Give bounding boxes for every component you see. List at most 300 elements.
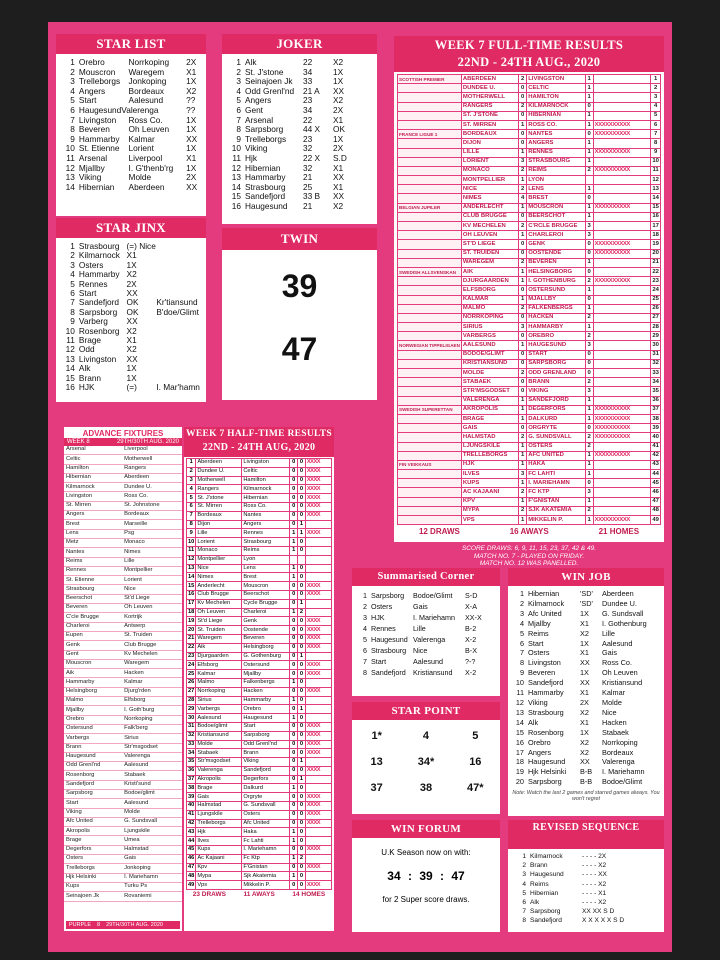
- league-label: [398, 488, 462, 497]
- away-score: 0: [298, 494, 306, 503]
- home-score: 0: [290, 749, 298, 758]
- home-team: Brage: [196, 784, 242, 793]
- cell: Sarpsborg: [245, 124, 284, 135]
- away-team: Str'msgodset: [122, 743, 182, 752]
- cell: 21: [303, 200, 313, 211]
- home-score: 0: [290, 643, 298, 652]
- away-team: BREST: [527, 194, 585, 203]
- twin-panel: [222, 228, 377, 400]
- home-score: 2: [519, 506, 527, 515]
- star-list-title: STAR LIST: [56, 34, 206, 54]
- table-row: [398, 203, 661, 212]
- cell: Brage: [78, 335, 102, 346]
- match-number: 10: [651, 157, 661, 166]
- home-team: OH LEUVEN: [461, 231, 518, 240]
- home-team: Lille: [196, 529, 242, 538]
- home-score: 2: [519, 369, 527, 378]
- cell: XX: [580, 757, 590, 767]
- full-time-results-panel: [394, 36, 664, 542]
- result-marks: XXXX: [305, 485, 331, 494]
- away-score: [585, 176, 593, 185]
- home-score: 1: [290, 837, 298, 846]
- home-score: 0: [290, 810, 298, 819]
- home-team: DJURGAARDEN: [461, 277, 518, 286]
- home-score: 0: [519, 249, 527, 258]
- home-score: 0: [290, 705, 298, 714]
- star-point-number: 13: [370, 756, 383, 768]
- cell: (=) Nice: [126, 241, 156, 251]
- table-row: [398, 148, 661, 157]
- match-number: 27: [651, 313, 661, 322]
- home-score: 0: [519, 332, 527, 341]
- home-score: 0: [290, 670, 298, 679]
- cell: 21: [303, 172, 313, 183]
- cell: 17: [515, 747, 524, 757]
- match-number: 10: [188, 538, 195, 545]
- cell: B-X: [465, 646, 477, 655]
- result-marks: [593, 378, 651, 387]
- list-row: [516, 880, 656, 889]
- list-row: [512, 639, 660, 649]
- away-team: Rennes: [242, 529, 290, 538]
- match-number: 41: [188, 811, 195, 818]
- away-team: BRANN: [527, 378, 585, 387]
- away-score: 0: [585, 102, 593, 111]
- league-label: [398, 378, 462, 387]
- cell: Hjk: [245, 152, 257, 163]
- away-score: 3: [585, 488, 593, 497]
- cell: 4: [70, 85, 75, 96]
- home-team: Nimes: [196, 573, 242, 582]
- table-row: [64, 780, 182, 789]
- away-score: 1: [585, 323, 593, 332]
- home-score: 0: [290, 793, 298, 802]
- win-forum-num-1: 34: [387, 869, 401, 883]
- table-row: [187, 828, 332, 837]
- match-number: 41: [651, 442, 661, 451]
- cell: Haugesund: [371, 635, 408, 644]
- list-row: [516, 852, 656, 861]
- away-score: 0: [298, 872, 306, 881]
- away-score: [298, 555, 306, 564]
- home-score: 0: [290, 687, 298, 696]
- away-score: 0: [298, 810, 306, 819]
- match-number: 47: [651, 497, 661, 506]
- cell: 8: [236, 124, 241, 135]
- result-marks: XXXXXXXXXX: [593, 451, 651, 460]
- home-team: MONTPELLIER: [461, 176, 518, 185]
- home-team: Osters: [64, 855, 122, 864]
- away-score: 1: [585, 157, 593, 166]
- table-row: [187, 652, 332, 661]
- cell: HJK: [371, 613, 385, 622]
- home-score: 0: [290, 467, 298, 476]
- league-label: [398, 497, 462, 506]
- cell: Ross Co.: [128, 114, 163, 125]
- away-team: OREBRO: [527, 332, 585, 341]
- cell: XX: [126, 316, 138, 327]
- list-row: [358, 590, 494, 601]
- match-number: 1: [187, 459, 196, 468]
- list-row: [512, 609, 660, 619]
- home-team: Kpv: [196, 863, 242, 872]
- away-score: 0: [298, 846, 306, 855]
- cell: 2X: [186, 57, 197, 67]
- table-row: [398, 176, 661, 185]
- cell: XX: [580, 658, 590, 668]
- home-team: Anderlecht: [196, 582, 242, 591]
- cell: 16: [231, 200, 241, 211]
- home-team: RANGERS: [461, 102, 518, 111]
- home-team: Mouscron: [64, 659, 122, 668]
- table-row: [398, 451, 661, 460]
- league-label: [398, 93, 462, 102]
- ht-note-1: SCORE DRAWS: 13, 16, 25 & 44.: [217, 898, 301, 904]
- away-score: 2: [585, 166, 593, 175]
- home-team: AKROPOLIS: [461, 405, 518, 414]
- result-marks: [305, 837, 331, 846]
- home-team: Brage: [64, 836, 122, 845]
- home-team: Waregem: [196, 634, 242, 643]
- table-row: [398, 350, 661, 359]
- home-score: 1: [519, 396, 527, 405]
- result-marks: [593, 497, 651, 506]
- match-number: 36: [188, 767, 195, 774]
- away-score: 2: [298, 854, 306, 863]
- table-row: [64, 827, 182, 836]
- cell: Nice: [602, 707, 617, 717]
- ht-title: WEEK 7 HALF-TIME RESULTS: [184, 427, 334, 441]
- away-score: 1: [585, 304, 593, 313]
- away-score: 0: [585, 240, 593, 249]
- league-label: [398, 231, 462, 240]
- home-team: Start: [64, 799, 122, 808]
- cell: Sarpsborg: [78, 306, 118, 317]
- table-row: [187, 854, 332, 863]
- away-team: Psg: [122, 529, 182, 538]
- match-number: 11: [651, 166, 661, 175]
- match-number: 24: [651, 286, 661, 295]
- league-label: [398, 470, 462, 479]
- home-team: Nice: [196, 564, 242, 573]
- table-row: [187, 599, 332, 608]
- away-team: Valerenga: [122, 752, 182, 761]
- result-marks: [305, 854, 331, 863]
- home-team: Lens: [64, 529, 122, 538]
- cell: Kalmar: [128, 133, 155, 144]
- away-team: START: [527, 350, 585, 359]
- away-score: 1: [298, 529, 306, 538]
- home-team: Trelleborgs: [196, 819, 242, 828]
- ht-table: [186, 458, 332, 890]
- away-team: Mikkelin P.: [242, 881, 290, 890]
- match-number: 39: [188, 793, 195, 800]
- away-score: 0: [298, 485, 306, 494]
- home-team: ST. J'STONE: [461, 111, 518, 120]
- cell: Kilmarnock: [528, 598, 565, 608]
- cell: 1X: [186, 143, 197, 154]
- cell: 10: [515, 678, 524, 688]
- match-number: 19: [651, 240, 661, 249]
- table-row: [64, 557, 182, 566]
- cell: Rennes: [371, 624, 396, 633]
- table-row: [187, 485, 332, 494]
- away-team: Hibernian: [242, 494, 290, 503]
- home-score: 1: [519, 451, 527, 460]
- table-row: [64, 873, 182, 882]
- table-row: [398, 84, 661, 93]
- result-marks: XXXX: [305, 766, 331, 775]
- away-team: Haka: [242, 828, 290, 837]
- home-team: Haugesund: [64, 752, 122, 761]
- match-number: 33: [651, 369, 661, 378]
- match-number: 12: [651, 176, 661, 185]
- table-row: [64, 808, 182, 817]
- table-row: [187, 459, 332, 468]
- cell: Kristiansund: [413, 668, 453, 677]
- cell: Odd: [78, 344, 95, 355]
- away-team: Nice: [122, 585, 182, 594]
- advance-footer-dates: 29TH/30TH AUG. 2020: [106, 922, 163, 928]
- away-team: Ljungskile: [122, 827, 182, 836]
- table-row: [398, 506, 661, 515]
- cell: Strasbourg: [528, 707, 564, 717]
- home-score: 1: [519, 460, 527, 469]
- home-team: MALMO: [461, 304, 518, 313]
- list-row: [62, 383, 200, 392]
- star-point-number: 16: [469, 756, 482, 768]
- result-marks: [593, 359, 651, 368]
- away-score: 0: [298, 819, 306, 828]
- home-score: 2: [519, 433, 527, 442]
- away-team: Nantes: [242, 511, 290, 520]
- cell: Osters: [371, 602, 393, 611]
- home-score: 1: [519, 277, 527, 286]
- cell: X-2: [465, 635, 477, 644]
- cell: 2: [519, 598, 524, 608]
- away-team: SARPSBORG: [527, 359, 585, 368]
- away-score: 2: [298, 608, 306, 617]
- away-team: Degerfors: [242, 775, 290, 784]
- cell: Livingston: [78, 353, 117, 364]
- cell: X1: [186, 66, 197, 77]
- match-number: 15: [188, 582, 195, 589]
- match-number: 14: [188, 573, 195, 580]
- result-marks: [305, 520, 331, 529]
- twin-number-2: 47: [281, 331, 318, 367]
- home-score: 1: [290, 784, 298, 793]
- table-row: [64, 622, 182, 631]
- away-team: Turku Ps: [122, 882, 182, 891]
- list-row: [512, 698, 660, 708]
- advance-title: ADVANCE FIXTURES: [82, 429, 164, 438]
- home-score: 1: [290, 564, 298, 573]
- home-score: 0: [519, 350, 527, 359]
- cell: 13: [65, 172, 75, 183]
- away-team: G. Sundsvall: [122, 817, 182, 826]
- away-score: 0: [298, 476, 306, 485]
- league-label: [398, 433, 462, 442]
- list-row: [512, 619, 660, 629]
- ft-note-1: SCORE DRAWS: 6, 9, 11, 15, 23, 37, 42 & 49.: [461, 545, 597, 552]
- cell: XX-X: [465, 613, 482, 622]
- table-row: [398, 304, 661, 313]
- cell: Nice: [413, 646, 428, 655]
- cell: X1: [580, 717, 589, 727]
- result-marks: XXXXXXXXXX: [593, 120, 651, 129]
- cell: 11: [516, 688, 524, 698]
- cell: Valerenga: [602, 757, 635, 767]
- result-marks: XXXX: [305, 502, 331, 511]
- home-team: Stabaek: [196, 749, 242, 758]
- away-score: 1: [585, 516, 593, 525]
- away-team: F'GNISTAN: [527, 497, 585, 506]
- result-marks: XXXXXXXXXX: [593, 516, 651, 525]
- list-row: [512, 708, 660, 718]
- match-number: 40: [651, 433, 661, 442]
- cell: 1: [70, 57, 75, 67]
- ht-summary: [184, 891, 334, 898]
- cell: Trelleborgs: [78, 76, 121, 87]
- cell: Start: [371, 657, 387, 666]
- home-team: Seinajoen Jk: [64, 892, 122, 901]
- cell: X1: [333, 162, 344, 173]
- away-team: Orgryte: [242, 793, 290, 802]
- cell: 5: [519, 628, 524, 638]
- cell: 23: [303, 133, 313, 144]
- away-team: Hammarby: [242, 696, 290, 705]
- result-marks: XXXX: [305, 634, 331, 643]
- table-row: [398, 378, 661, 387]
- table-row: [64, 678, 182, 687]
- away-team: Haugesund: [242, 714, 290, 723]
- cell: 'SD': [580, 598, 593, 608]
- home-score: 0: [519, 313, 527, 322]
- away-team: Ostersund: [242, 661, 290, 670]
- away-score: 0: [298, 590, 306, 599]
- home-score: 0: [519, 240, 527, 249]
- revised-title: REVISED SEQUENCE: [508, 820, 664, 849]
- result-marks: [593, 479, 651, 488]
- away-team: I. MARIEHAMN: [527, 479, 585, 488]
- table-row: [64, 669, 182, 678]
- home-team: STABAEK: [461, 378, 518, 387]
- cell: X X X X X S D: [582, 917, 625, 925]
- star-point-number: 4: [422, 730, 430, 742]
- cell: Lille: [413, 624, 426, 633]
- away-team: Ross Co.: [122, 492, 182, 501]
- cell: Orebro: [528, 737, 551, 747]
- away-team: Sjk Akatemia: [242, 872, 290, 881]
- home-team: CLUB BRUGGE: [461, 212, 518, 221]
- result-marks: [305, 758, 331, 767]
- result-marks: XXXX: [305, 863, 331, 872]
- away-team: St. Truiden: [122, 631, 182, 640]
- away-score: 0: [298, 459, 306, 468]
- away-score: 0: [298, 670, 306, 679]
- table-row: [64, 585, 182, 594]
- result-marks: XXXX: [305, 722, 331, 731]
- list-row: [512, 688, 660, 698]
- cell: X2: [126, 269, 137, 280]
- result-marks: [305, 678, 331, 687]
- away-team: Kilmarnock: [242, 485, 290, 494]
- home-score: 0: [290, 758, 298, 767]
- home-team: Ac Kajaani: [196, 854, 242, 863]
- cell: Reims: [530, 880, 549, 888]
- ht-aways: 11 AWAYS: [243, 891, 275, 899]
- home-team: Gent: [64, 650, 122, 659]
- home-team: Kilmarnock: [64, 483, 122, 492]
- cell: 10: [65, 325, 75, 336]
- away-score: 1: [585, 139, 593, 148]
- list-row: [358, 645, 494, 656]
- star-point-title: STAR POINT: [352, 702, 500, 720]
- cell: 34: [303, 104, 313, 115]
- list-row: [512, 767, 660, 777]
- table-row: [398, 396, 661, 405]
- cell: Ross Co.: [602, 658, 633, 668]
- cell: 9: [236, 133, 241, 144]
- cell: Alk: [245, 57, 257, 67]
- cell: Viking: [78, 172, 102, 183]
- away-score: 0: [298, 766, 306, 775]
- table-row: [187, 810, 332, 819]
- home-team: Sarpsborg: [64, 789, 122, 798]
- league-label: [398, 139, 462, 148]
- home-team: Aberdeen: [196, 459, 242, 468]
- cell: ??: [186, 104, 196, 115]
- cell: St. Etienne: [78, 143, 120, 154]
- home-team: Club Brugge: [196, 590, 242, 599]
- home-team: Reims: [64, 557, 122, 566]
- table-row: [398, 323, 661, 332]
- away-score: 1: [585, 396, 593, 405]
- result-marks: XXXX: [305, 793, 331, 802]
- home-score: 0: [290, 819, 298, 828]
- cell: X2: [580, 628, 589, 638]
- match-number: 44: [651, 470, 661, 479]
- match-number: 17: [651, 222, 661, 231]
- home-score: 1: [519, 414, 527, 423]
- advance-week: WEEK 8: [67, 439, 90, 445]
- result-marks: [305, 564, 331, 573]
- match-number: 22: [188, 644, 195, 651]
- cell: 5: [363, 635, 367, 644]
- result-marks: [593, 286, 651, 295]
- home-team: GAIS: [461, 424, 518, 433]
- home-score: 2: [519, 185, 527, 194]
- cell: Rosenborg: [78, 325, 120, 336]
- result-marks: [593, 304, 651, 313]
- table-row: [187, 467, 332, 476]
- away-team: ANGERS: [527, 139, 585, 148]
- away-team: FALKENBERGS: [527, 304, 585, 313]
- match-number: 26: [651, 304, 661, 313]
- cell: OK: [126, 306, 139, 317]
- cell: Waregem: [128, 66, 165, 77]
- cell: 7: [236, 114, 241, 125]
- home-team: Livingston: [64, 492, 122, 501]
- table-row: [187, 837, 332, 846]
- table-row: [64, 789, 182, 798]
- result-marks: XXXX: [305, 582, 331, 591]
- away-team: I. Mariehamn: [122, 873, 182, 882]
- away-team: Orebro: [242, 705, 290, 714]
- cell: Mjallby: [528, 618, 551, 628]
- away-team: LIVINGSTON: [527, 75, 585, 84]
- home-score: 2: [519, 75, 527, 84]
